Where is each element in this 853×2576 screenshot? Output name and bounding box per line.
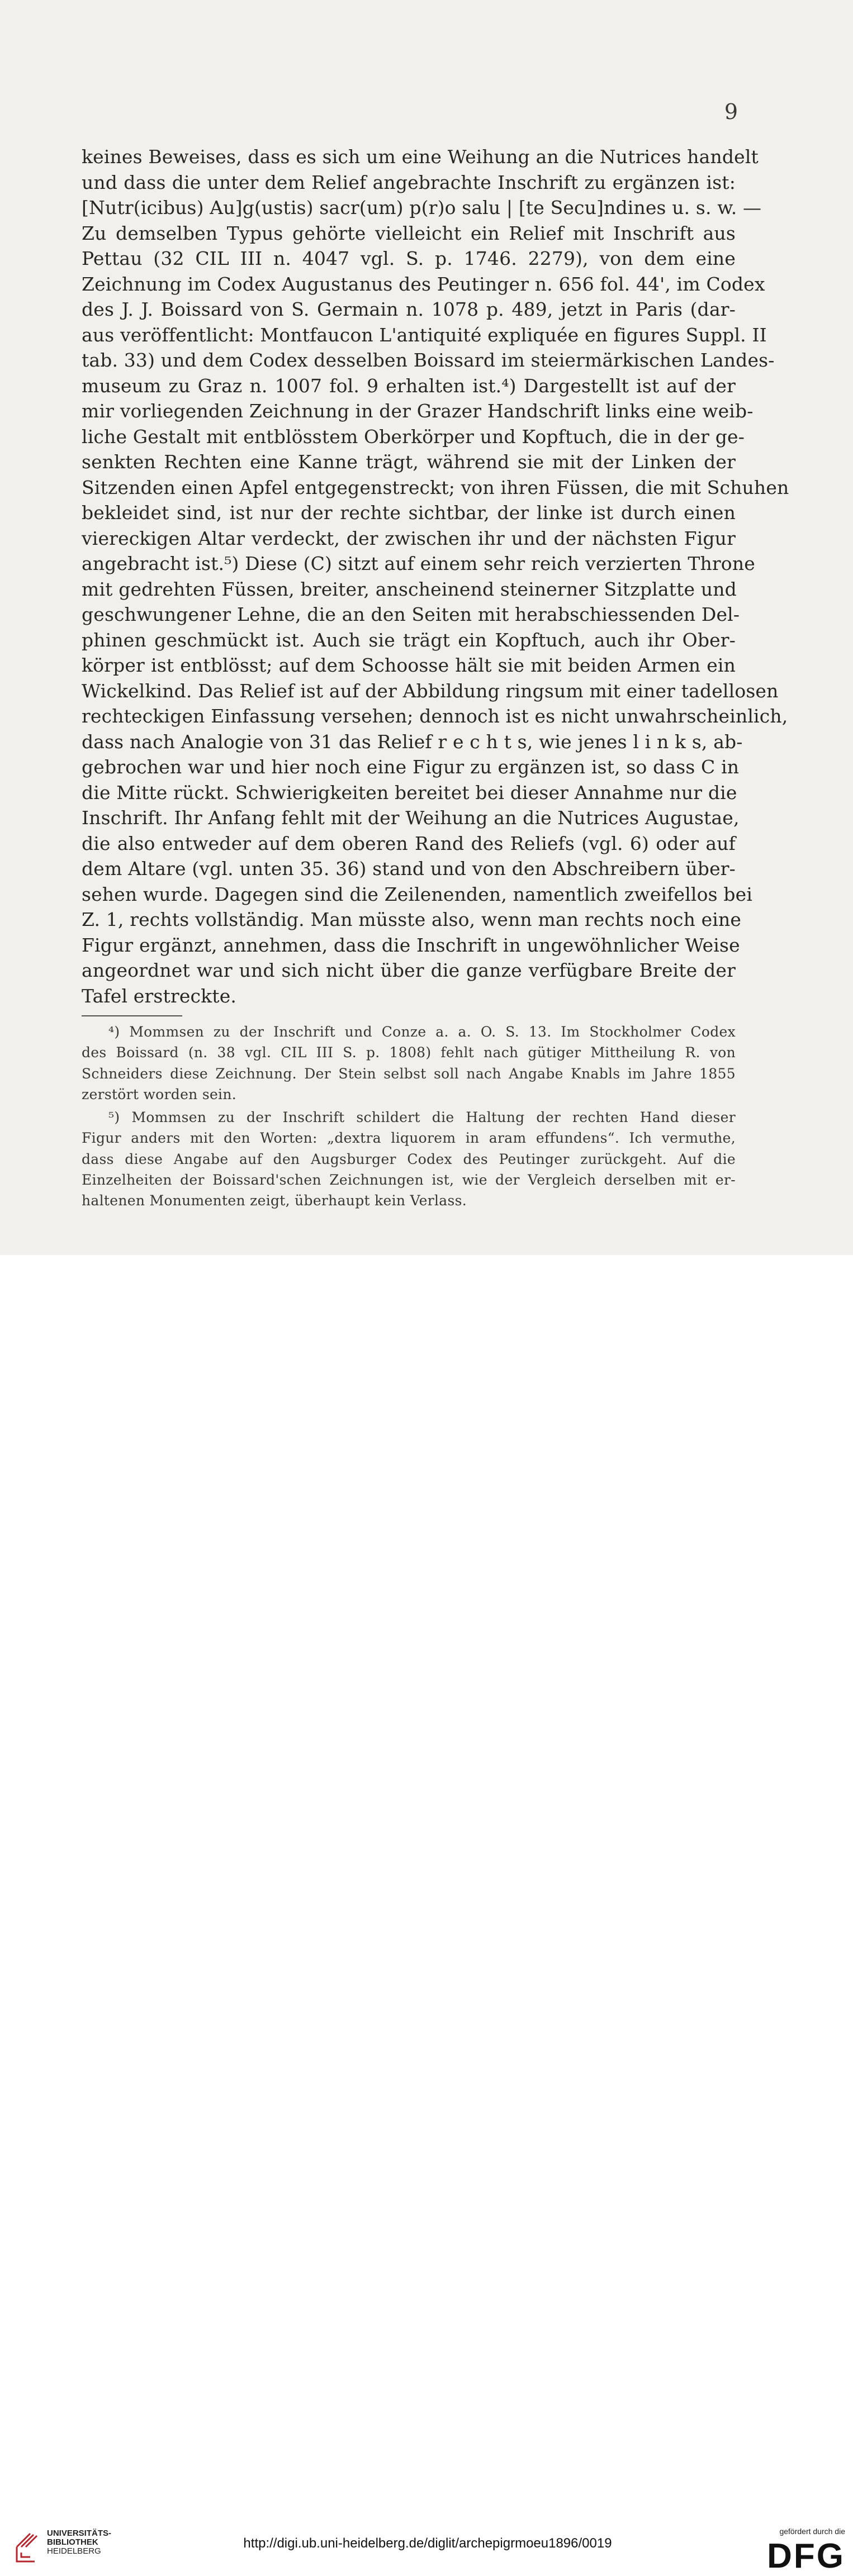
footnote-line: dass diese Angabe auf den Augsburger Codex des Peutinger zurückgeht. Auf die xyxy=(82,1151,736,1167)
text-line: mit gedrehten Füssen, breiter, anscheinend steinerner Sitzplatte und xyxy=(82,578,737,600)
text-line: Wickelkind. Das Relief ist auf der Abbildung ringsum mit einer tadellosen xyxy=(82,679,779,702)
text-line: dass nach Analogie von 31 das Relief r e c h t s, wie jenes l i n k s, ab- xyxy=(82,730,743,753)
text-line: geschwungener Lehne, die an den Seiten mit herabschiessenden Del- xyxy=(82,603,740,625)
text-line: Inschrift. Ihr Anfang fehlt mit der Weihung an die Nutrices Augustae, xyxy=(82,807,740,829)
body-text xyxy=(82,144,789,1009)
footnote-line: haltenen Monumenten zeigt, überhaupt kein Verlass. xyxy=(82,1192,467,1209)
text-line: phinen geschmückt ist. Auch sie trägt ein Kopftuch, auch ihr Ober- xyxy=(82,629,736,651)
text-line: angebracht ist.⁵) Diese (C) sitzt auf einem sehr reich verzierten Throne xyxy=(82,553,755,574)
footnotes xyxy=(82,1021,736,1211)
text-line: angeordnet war und sich nicht über die ganze verfügbare Breite der xyxy=(82,959,736,981)
text-line: bekleidet sind, ist nur der rechte sichtbar, der linke ist durch einen xyxy=(82,502,736,524)
permalink-url[interactable]: http://digi.ub.uni-heidelberg.de/diglit/archepigrmoeu1896/0019 xyxy=(243,2536,612,2551)
text-line: Zu demselben Typus gehörte vielleicht ein Relief mit Inschrift aus xyxy=(82,222,736,244)
text-line: körper ist entblösst; auf dem Schoosse hält sie mit beiden Armen ein xyxy=(82,654,736,676)
text-line: Pettau (32 CIL III n. 4047 vgl. S. p. 1746. 2279), von dem eine xyxy=(82,248,736,269)
footnote-line: ⁴) Mommsen zu der Inschrift und Conze a. a. O. S. 13. Im Stockholmer Codex xyxy=(108,1024,736,1040)
footnote-rule xyxy=(82,1015,182,1016)
text-line: gebrochen war und hier noch eine Figur zu ergänzen ist, so dass C in xyxy=(82,756,740,778)
footer-bar xyxy=(0,1255,853,2575)
text-line: die also entweder auf dem oberen Rand des Reliefs (vgl. 6) oder auf xyxy=(82,832,736,854)
text-line: tab. 33) und dem Codex desselben Boissard im steiermärkischen Landes- xyxy=(82,349,775,371)
text-line: aus veröffentlicht: Montfaucon L'antiquité expliquée en figures Suppl. II xyxy=(82,324,767,346)
text-line: keines Beweises, dass es sich um eine Weihung an die Nutrices handelt xyxy=(82,146,759,168)
library-line-1: UNIVERSITÄTS- xyxy=(47,2529,112,2538)
footnote-line: ⁵) Mommsen zu der Inschrift schildert die Haltung der rechten Hand dieser xyxy=(108,1109,736,1126)
text-line: sehen wurde. Dagegen sind die Zeilenenden, namentlich zweifellos bei xyxy=(82,883,753,905)
footnote-line: Einzelheiten der Boissard'schen Zeichnungen ist, wie der Vergleich derselben mit er- xyxy=(82,1172,736,1189)
scanned-page xyxy=(0,0,853,1255)
library-line-2: BIBLIOTHEK xyxy=(47,2537,98,2547)
text-line: museum zu Graz n. 1007 fol. 9 erhalten ist.⁴) Dargestellt ist auf der xyxy=(82,374,736,397)
text-line: Z. 1, rechts vollständig. Man müsste also, wenn man rechts noch eine xyxy=(82,909,742,930)
text-line: Tafel erstreckte. xyxy=(82,985,237,1007)
text-line: und dass die unter dem Relief angebrachte Inschrift zu ergänzen ist: xyxy=(82,171,736,193)
footnote-line: zerstört worden sein. xyxy=(82,1086,237,1102)
text-line: mir vorliegenden Zeichnung in der Grazer Handschrift links eine weib- xyxy=(82,400,754,422)
footnote-line: Figur anders mit den Worten: „dextra liquorem in aram effundens“. Ich vermuthe, xyxy=(82,1130,736,1147)
dfg-logo: DFG xyxy=(767,2537,845,2575)
text-line: des J. J. Boissard von S. Germain n. 1078 p. 489, jetzt in Paris (dar- xyxy=(82,298,736,320)
library-line-3: HEIDELBERG xyxy=(47,2546,101,2556)
text-line: Sitzenden einen Apfel entgegenstreckt; von ihren Füssen, die mit Schuhen xyxy=(82,476,789,498)
text-line: rechteckigen Einfassung versehen; dennoch ist es nicht unwahrscheinlich, xyxy=(82,705,788,727)
page-number: 9 xyxy=(724,99,738,124)
text-line: viereckigen Altar verdeckt, der zwischen ihr und der nächsten Figur xyxy=(82,527,736,549)
text-line: dem Altare (vgl. unten 35. 36) stand und von den Abschreibern über- xyxy=(82,858,736,880)
text-line: die Mitte rückt. Schwierigkeiten bereitet bei dieser Annahme nur die xyxy=(82,781,737,804)
text-line: liche Gestalt mit entblösstem Oberkörper und Kopftuch, die in der ge- xyxy=(82,425,745,448)
text-line: senkten Rechten eine Kanne trägt, während sie mit der Linken der xyxy=(82,451,736,473)
text-line: Zeichnung im Codex Augustanus des Peutinger n. 656 fol. 44', im Codex xyxy=(82,273,765,295)
text-line: [Nutr(icibus) Au]g(ustis) sacr(um) p(r)o salu | [te Secu]ndines u. s. w. — xyxy=(82,197,762,218)
library-logo-icon xyxy=(13,2525,40,2565)
footnote-line: des Boissard (n. 38 vgl. CIL III S. p. 1808) fehlt nach gütiger Mittheilung R. von xyxy=(82,1044,736,1061)
library-name xyxy=(47,2529,111,2556)
footnote-line: Schneiders diese Zeichnung. Der Stein selbst soll nach Angabe Knabls im Jahre 1855 xyxy=(82,1065,736,1082)
funder-label: gefördert durch die xyxy=(779,2527,845,2536)
text-line: Figur ergänzt, annehmen, dass die Inschrift in ungewöhnlicher Weise xyxy=(82,934,740,956)
